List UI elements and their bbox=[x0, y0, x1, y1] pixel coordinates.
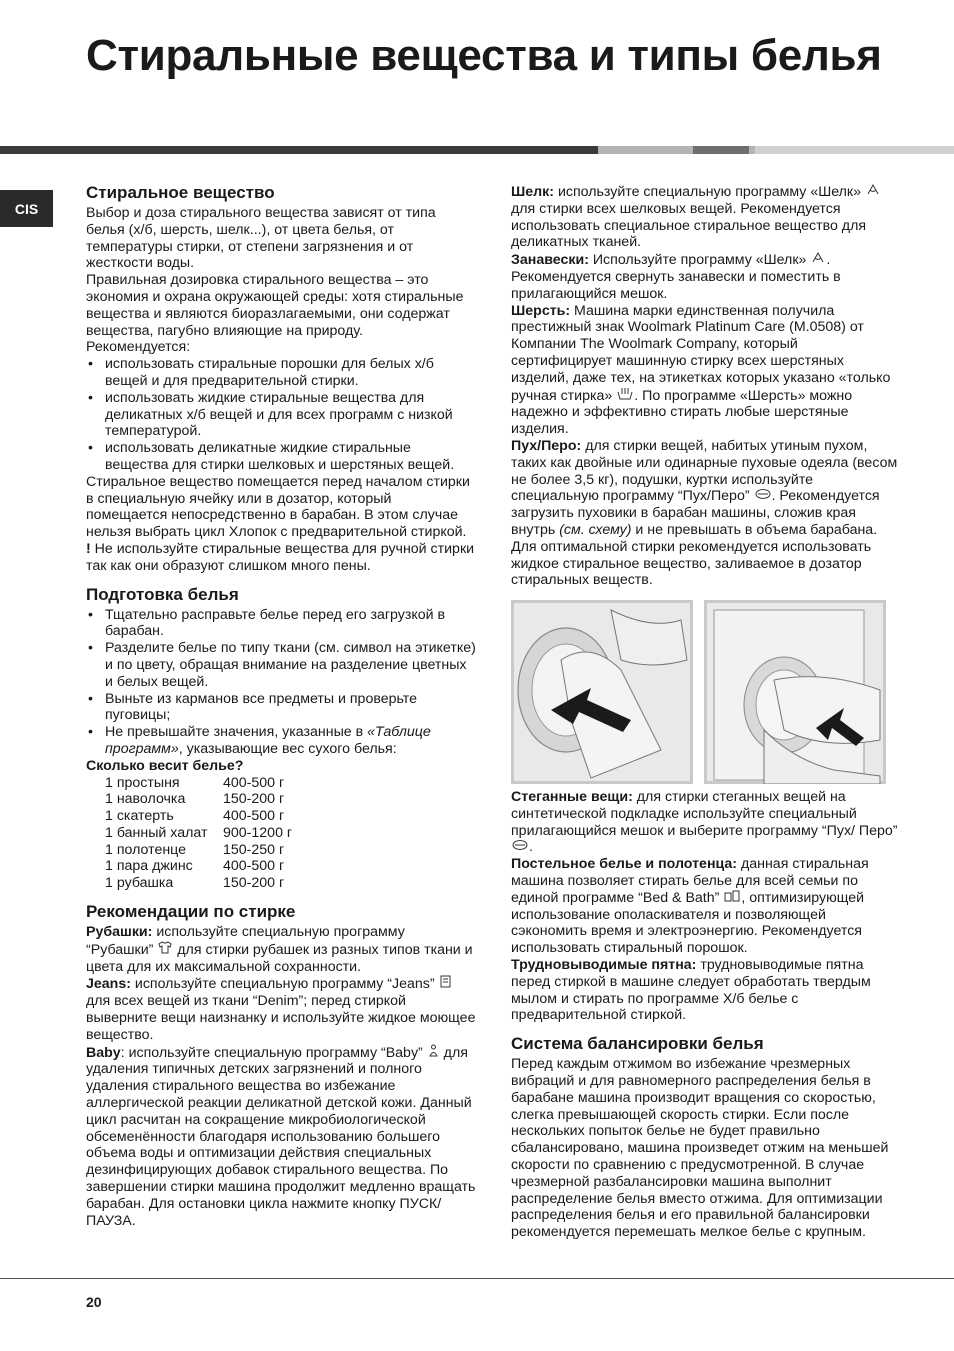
baby-icon bbox=[428, 1044, 439, 1059]
weight-row bbox=[105, 842, 292, 859]
quilted-label: Стеганные вещи: bbox=[511, 789, 633, 805]
paragraph-text: : используйте специальную программу “Baby” bbox=[120, 1044, 423, 1061]
right-column-top bbox=[511, 183, 901, 589]
weight-row bbox=[105, 825, 292, 842]
weight-item: 1 полотенце bbox=[105, 841, 187, 858]
down-paragraph bbox=[511, 438, 901, 589]
paragraph-text: для стирки рубашек из разных типов ткани и цвета для их максимальной сохранности. bbox=[86, 941, 473, 975]
down-label: Пух/Перо: bbox=[511, 437, 582, 454]
paragraph-text: Машина марки единственная получила престижный знак Woolmark Platinum Care (M.0508) от Компании The Woolmark Company, который сертифицирует машинную стирку всех шерстяных изделий, даже тех, на этикетках которых указано «только ручная стирка» bbox=[511, 302, 891, 404]
down-icon bbox=[512, 839, 528, 853]
illustration-load-drum-2 bbox=[704, 600, 886, 784]
paragraph-text: . Рекомендуется загрузить пуховики в барабан машины, сложив края внутрь bbox=[511, 488, 880, 538]
paragraph: Правильная дозировка стирального вещества – это экономия и охрана окружающей среды: хотя стиральные вещества и являются биоразлагаемыми, они содержат вещества, пагубно влияющие на природу. bbox=[86, 272, 464, 339]
loading-illustrations bbox=[511, 600, 887, 784]
bed-bath-label: Постельное белье и полотенца: bbox=[511, 856, 738, 873]
paragraph-text: для стирки стеганных вещей на синтетической подкладке используйте специальный прилагающийся мешок и выберите программу “Пух/ Перо” bbox=[511, 789, 898, 839]
bullet-list bbox=[86, 356, 476, 474]
warning-paragraph bbox=[86, 541, 476, 575]
jeans-label: Jeans: bbox=[86, 976, 131, 993]
weight-value: 400-500 г bbox=[223, 858, 285, 875]
weight-item: 1 наволочка bbox=[105, 791, 186, 808]
curtain-icon bbox=[811, 251, 825, 266]
weight-row bbox=[105, 858, 292, 875]
weight-value: 400-500 г bbox=[223, 774, 285, 791]
paragraph-text: для стирки вещей, набитых утиным пухом, таких как двойные или одинарные пуховые одеяла (весом не более 3,5 кг), подушки, куртки используйте специальную программу “Пух/Перо” bbox=[511, 437, 898, 505]
wool-paragraph bbox=[511, 303, 901, 438]
paragraph-text: данная стиральная машина позволяет стирать белье для всей семьи по единой программе “Bed & Bath” bbox=[511, 856, 869, 906]
silk-icon bbox=[866, 183, 880, 198]
paragraph-text: используйте специальную программу “Jeans” bbox=[130, 976, 435, 993]
jeans-icon bbox=[440, 975, 451, 990]
bullet-list bbox=[86, 607, 476, 758]
paragraph-text: для удаления типичных детских загрязнений и полного удаления стирального вещества во избежание аллергической реакции деликатной детской кожи. Данный цикл расчитан на сокращение микробиологической обсеменённости благодаря использованию большего объема воды и оптимизации действия специальных дезинфицирующих добавок стирального вещества. По завершении стирки машина продолжит медленно вращать барабан. Для остановки цикла нажмите кнопку ПУСК/ПАУЗА. bbox=[86, 1044, 476, 1229]
curtains-label: Занавески: bbox=[511, 252, 589, 269]
paragraph-text: Используйте программу «Шелк» bbox=[588, 252, 807, 269]
left-column bbox=[86, 183, 476, 1229]
curtains-paragraph bbox=[511, 251, 901, 302]
section-heading-balancing: Система балансировки белья bbox=[511, 1034, 764, 1054]
paragraph-text: , оптимизирующей использование ополаскивателя и позволяющей сэкономить время и электроэнергию. Рекомендуется использовать стиральный порошок. bbox=[511, 889, 865, 957]
bed-bath-paragraph bbox=[511, 856, 901, 957]
list-item: • Тщательно расправьте белье перед его загрузкой в барабан. bbox=[86, 607, 476, 641]
list-item: • использовать жидкие стиральные вещества для деликатных х/б вещей и для всех программ с низкой температурой. bbox=[86, 390, 476, 440]
section-heading-preparation: Подготовка белья bbox=[86, 584, 239, 604]
weight-value: 400-500 г bbox=[223, 808, 285, 825]
section-heading-detergent: Стиральное вещество bbox=[86, 183, 275, 202]
paragraph: Рекомендуется: bbox=[86, 339, 191, 356]
paragraph-text: . По программе «Шерсть» можно надежно и эффективно стирать любые шерстяные изделия. bbox=[511, 387, 853, 438]
list-item: • использовать стиральные порошки для белых х/б вещей и для предварительной стирки. bbox=[86, 356, 476, 390]
stains-label: Трудновыводимые пятна: bbox=[511, 956, 697, 973]
warning-mark: ! bbox=[86, 540, 91, 557]
weight-row bbox=[105, 875, 292, 892]
list-item-text: Не превышайте значения, указанные в bbox=[105, 724, 368, 741]
warning-text: Не используйте стиральные вещества для ручной стирки так как они образуют слишком много пены. bbox=[86, 540, 475, 574]
paragraph-text: для всех вещей из ткани “Denim”; перед стиркой выверните вещи наизнанку и используйте жидкое моющее вещество. bbox=[86, 993, 476, 1043]
footer-rule bbox=[0, 1278, 954, 1279]
jeans-paragraph bbox=[86, 975, 476, 1043]
page-title: Стиральные вещества и типы белья bbox=[86, 31, 882, 80]
paragraph: Перед каждым отжимом во избежание чрезмерных вибраций и для равномерного распределения белья в барабане машина производит вращения со скоростью, слегка превышающей скорость стирки. Если после нескольких попыток белье не будет правильно сбалансировано, машина произведет отжим на меньшей скорости по сравнению с предусмотренной. В случае чрезмерной разбалансировки машина выполнит распределение белья вместо отжима. Для оптимизации распределения белья и его правильной балансировки рекомендуется перемешать мелкое белье с крупным. bbox=[511, 1056, 889, 1241]
page-number: 20 bbox=[86, 1294, 102, 1310]
paragraph: Стиральное вещество помещается перед началом стирки в специальную ячейку или в дозатор, который помещается непосредственно в барабан. В этом случае нельзя выбрать цикл Хлопок с предварительной стиркой. bbox=[86, 473, 470, 541]
paragraph-text: используйте специальную программу «Шелк» bbox=[554, 184, 862, 200]
silk-label: Шелк: bbox=[511, 184, 554, 200]
down-icon bbox=[755, 488, 771, 502]
quilted-paragraph bbox=[511, 789, 901, 856]
wool-label: Шерсть: bbox=[511, 302, 571, 319]
weight-value: 900-1200 г bbox=[223, 824, 293, 841]
header-bar-dark bbox=[0, 146, 598, 154]
list-item: • Разделите белье по типу ткани (см. символ на этикетке) и по цвету, обращая внимание на разделение цветных и белых вещей. bbox=[86, 640, 476, 690]
list-item: • использовать деликатные жидкие стиральные вещества для стирки шелковых и шерстяных вещей. bbox=[86, 440, 476, 474]
shirt-icon bbox=[158, 941, 172, 956]
header-bar-mid bbox=[693, 146, 749, 154]
weight-row bbox=[105, 775, 292, 792]
paragraph: Выбор и доза стирального вещества зависят от типа белья (х/б, шерсть, шелк...), от цвета белья, от температуры стирки, от степени загрязнения и от жесткости воды. bbox=[86, 205, 436, 272]
illustration-load-drum-1 bbox=[511, 600, 693, 784]
header-bar-pale bbox=[755, 146, 954, 154]
paragraph-text: и не превышать в объема барабана. Для оптимальной стирки рекомендуется использовать жидкое стиральное вещество, заливаемое в дозатор стиральных веществ. bbox=[511, 521, 878, 589]
paragraph-text: используйте специальную программу “Рубашки” bbox=[86, 924, 405, 958]
baby-paragraph bbox=[86, 1044, 476, 1230]
language-tab: CIS bbox=[0, 190, 53, 227]
bed-bath-icon bbox=[724, 890, 740, 904]
weight-row bbox=[105, 791, 292, 808]
shirts-paragraph bbox=[86, 924, 476, 975]
weight-item: 1 банный халат bbox=[105, 824, 208, 841]
weight-item: 1 рубашка bbox=[105, 875, 174, 892]
paragraph-text: . Рекомендуется свернуть занавески и поместить в прилагающийся мешок. bbox=[511, 252, 841, 302]
weight-item: 1 скатерть bbox=[105, 808, 174, 825]
weight-value: 150-250 г bbox=[223, 841, 285, 858]
hand-wash-icon bbox=[617, 387, 633, 402]
header-bar-light bbox=[598, 146, 693, 154]
shirts-label: Рубашки: bbox=[86, 924, 153, 941]
scheme-reference: (см. схему) bbox=[559, 521, 632, 538]
weight-value: 150-200 г bbox=[223, 791, 285, 808]
weight-value: 150-200 г bbox=[223, 875, 285, 892]
weight-item: 1 пара джинс bbox=[105, 858, 193, 875]
list-item-text: , указывающие вес сухого белья: bbox=[178, 740, 397, 757]
paragraph-text: . bbox=[529, 839, 533, 856]
weight-row bbox=[105, 808, 292, 825]
stains-paragraph bbox=[511, 957, 901, 1024]
section-heading-recommendations: Рекомендации по стирке bbox=[86, 902, 296, 922]
weight-item: 1 простыня bbox=[105, 774, 180, 791]
list-item bbox=[86, 724, 476, 758]
right-column-bottom bbox=[511, 789, 901, 1241]
silk-paragraph bbox=[511, 183, 901, 251]
paragraph-text: для стирки всех шелковых вещей. Рекомендуется использовать специальное стиральное вещество для деликатных тканей. bbox=[511, 200, 867, 251]
program-table-reference: «Таблице программ» bbox=[105, 724, 431, 757]
weight-heading: Сколько весит белье? bbox=[86, 757, 244, 774]
baby-label: Baby bbox=[86, 1044, 121, 1061]
list-item: • Выньте из карманов все предметы и проверьте пуговицы; bbox=[86, 691, 476, 725]
paragraph-text: трудновыводимые пятна перед стиркой в машине следует обработать твердым мылом и стирать по программе Х/б белье с предварительной стиркой. bbox=[511, 956, 871, 1024]
weight-table bbox=[105, 775, 292, 893]
